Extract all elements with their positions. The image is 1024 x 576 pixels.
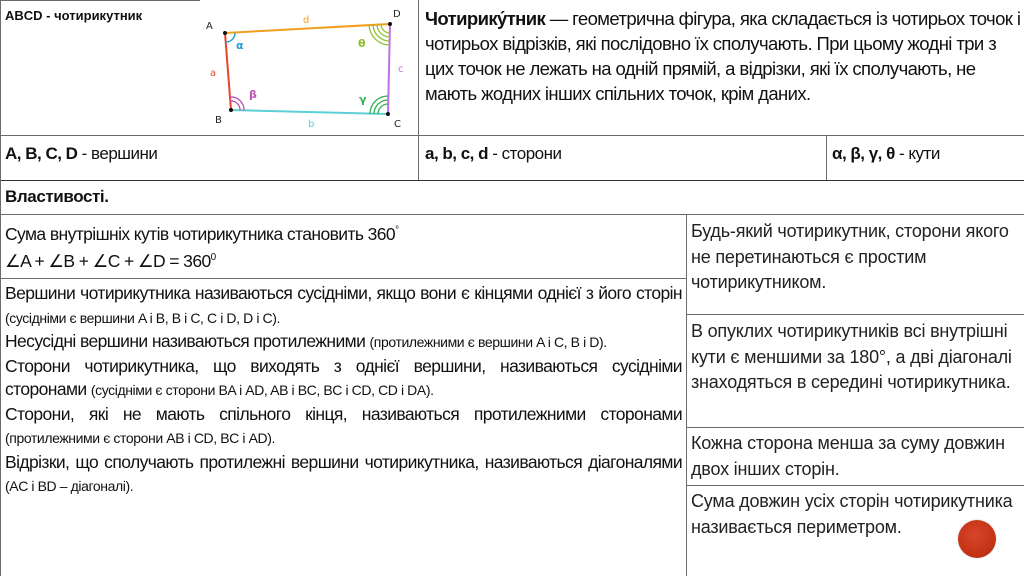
vertex-label-c: C — [394, 119, 401, 130]
angles-legend — [832, 144, 940, 164]
side-label-c: c — [398, 64, 404, 75]
heading-bottom-border — [0, 214, 1024, 215]
sum-cell-bottom-border — [0, 278, 686, 279]
sides-label: - сторони — [488, 144, 562, 163]
degree-sup: ° — [395, 225, 399, 236]
definition-cell — [425, 6, 1024, 106]
vertex-label-b: B — [215, 115, 222, 126]
properties-heading: Властивості. — [5, 187, 109, 206]
angle-label-gamma: γ — [359, 93, 367, 106]
property-perimeter: Сума довжин усіх сторін чотирикутника називається периметром. — [691, 491, 1013, 537]
property-note: (AC і BD – діагоналі). — [5, 478, 134, 494]
property-side-inequality: Кожна сторона менша за суму довжин двох інших сторін. — [691, 433, 1005, 479]
angles-label: - кути — [894, 144, 940, 163]
red-circle-decoration — [958, 520, 996, 558]
definition-text: — геометрична фігура, яка складається із чотирьох точок і чотирьох відрізків, які послідовно їх сполучають. При цьому жодні три з цих точок не лежать на одній прямій, а відрізки, які їх сполучають, не мають жодних інших спільних точок, крім даних. — [425, 8, 1021, 104]
side-label-a: a — [210, 68, 217, 79]
quadrilateral-diagram — [195, 0, 415, 135]
side-label-d: d — [303, 15, 310, 26]
definition-term: Чотирику́тник — [425, 8, 546, 29]
left-properties-cell — [5, 282, 682, 499]
side-a — [225, 33, 231, 110]
def-cell-left-border — [418, 0, 419, 180]
property-main: Відрізки, що сполучають протилежні вершини чотирикутника, називаються діагоналями — [5, 451, 682, 472]
vertex-label-a: A — [206, 21, 213, 32]
property-opposite-vertices — [5, 330, 682, 355]
vertices-legend — [5, 144, 157, 164]
property-simple-quadrilateral: Будь-який чотирикутник, сторони якого не перетинаються є простим чотирикутником. — [691, 221, 1009, 292]
angle-label-beta: β — [249, 88, 257, 101]
property-note: (протилежними є сторони AB і CD, BC і AD). — [5, 430, 275, 446]
angle-sum-formula: ∠A + ∠B + ∠C + ∠D = 360 — [5, 251, 211, 272]
angle-sum-cell — [5, 219, 680, 274]
property-note: (сусідніми є сторони BA і AD, AB і BC, BC і CD, CD і DA). — [90, 382, 434, 398]
angle-label-theta: θ — [358, 37, 366, 50]
angle-alpha-arc — [226, 33, 235, 42]
row1-bottom-border — [0, 135, 1024, 136]
right-cell3-bottom-border — [686, 485, 1024, 486]
angles-cell-left-border — [826, 135, 827, 180]
property-main: Сторони чотирикутника, що виходять з однієї вершини, називаються сусідніми сторонами — [5, 355, 682, 399]
degree-sup-formula: 0 — [210, 252, 216, 264]
right-cell2-bottom-border — [686, 427, 1024, 428]
sides-names: a, b, c, d — [425, 144, 489, 163]
property-opposite-sides — [5, 403, 682, 451]
top-border — [0, 0, 200, 1]
sides-legend — [425, 144, 561, 164]
vertices-names: A, B, C, D — [5, 144, 78, 163]
vertex-label-d: D — [393, 9, 401, 20]
left-border — [0, 0, 1, 576]
property-diagonals — [5, 451, 682, 499]
property-main: Несусідні вершини називаються протилежними — [5, 331, 370, 351]
property-main: Сторони, які не мають спільного кінця, називаються протилежними сторонами — [5, 403, 682, 424]
angle-label-alpha: α — [236, 39, 244, 52]
angles-names: α, β, γ, θ — [832, 144, 895, 163]
side-label-b: b — [308, 119, 315, 130]
row2-bottom-border — [0, 180, 1024, 181]
quadrilateral-title: ABCD - чотирикутник — [5, 8, 143, 23]
vertices-label: - вершини — [77, 144, 158, 163]
angle-sum-text: Сума внутрішніх кутів чотирикутника становить 360 — [5, 223, 396, 244]
property-convex-quadrilateral: В опуклих чотирикутників всі внутрішні кути є меншими за 180°, а дві діагоналі знаходяться в середині чотирикутника. — [691, 321, 1012, 392]
right-cell1-bottom-border — [686, 314, 1024, 315]
property-note: (протилежними є вершини A і C, B і D). — [369, 334, 607, 350]
side-b — [231, 110, 388, 114]
property-adjacent-vertices — [5, 282, 682, 330]
right-column-border — [686, 214, 687, 576]
property-adjacent-sides — [5, 355, 682, 403]
property-note: (сусідніми є вершини A і B, B і C, C і D, D і C). — [5, 309, 280, 326]
property-main: Вершини чотирикутника називаються сусідніми, якщо вони є кінцями однієї з його сторін — [5, 283, 682, 303]
